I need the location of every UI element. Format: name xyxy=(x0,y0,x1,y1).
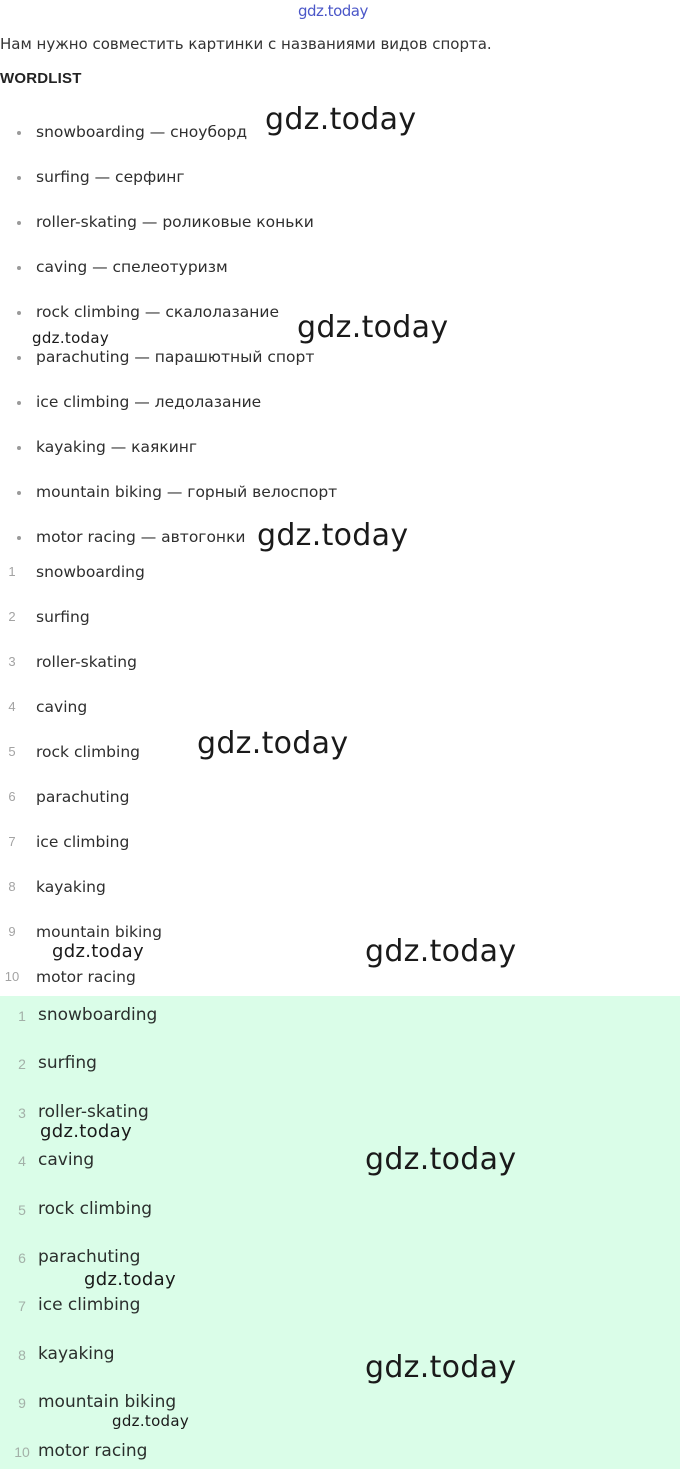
wordlist-heading: WORDLIST xyxy=(0,70,82,87)
list-item xyxy=(0,157,680,202)
item-number: 4 xyxy=(8,699,16,714)
item-number: 6 xyxy=(18,1249,26,1266)
item-text: motor racing xyxy=(38,1440,148,1461)
bullet-icon xyxy=(17,491,21,495)
list-item xyxy=(0,867,680,912)
item-text: surfing xyxy=(38,1053,97,1074)
bullet-icon xyxy=(17,446,21,450)
item-number: 1 xyxy=(8,564,16,579)
item-text: rock climbing xyxy=(36,743,140,761)
item-number: 3 xyxy=(8,654,16,669)
item-number: 9 xyxy=(18,1395,26,1412)
wordlist-entry: mountain biking — горный велоспорт xyxy=(36,483,338,501)
item-text: snowboarding xyxy=(38,1005,158,1025)
wordlist-entry: kayaking — каякинг xyxy=(36,438,198,456)
item-number: 1 xyxy=(18,1008,26,1024)
wordlist-entry: caving — спелеотуризм xyxy=(36,258,228,276)
wordlist-entry: roller-skating — роликовые коньки xyxy=(36,213,314,231)
list-item xyxy=(0,996,680,1044)
list-item xyxy=(0,552,680,597)
item-number: 10 xyxy=(4,969,20,984)
bullet-icon xyxy=(17,356,21,360)
list-item xyxy=(0,427,680,472)
item-text: kayaking xyxy=(38,1343,115,1364)
bullet-icon xyxy=(17,131,21,135)
list-item xyxy=(0,472,680,517)
item-text: parachuting xyxy=(36,788,130,806)
wordlist-entry: snowboarding — сноуборд xyxy=(36,123,248,141)
item-text: roller-skating xyxy=(36,653,137,671)
watermark: gdz.today xyxy=(365,1142,517,1177)
list-item xyxy=(0,1383,680,1431)
item-number: 7 xyxy=(18,1298,26,1315)
list-item xyxy=(0,1141,680,1189)
item-text: roller-skating xyxy=(38,1101,149,1122)
list-item xyxy=(0,642,680,687)
list-item xyxy=(0,777,680,822)
item-number: 7 xyxy=(8,834,16,849)
list-item xyxy=(0,1190,680,1238)
answer-list xyxy=(0,996,680,1480)
answer-panel xyxy=(0,996,680,1469)
list-item xyxy=(0,822,680,867)
item-text: ice climbing xyxy=(38,1295,141,1316)
item-number: 2 xyxy=(8,609,16,624)
watermark: gdz.today xyxy=(365,1350,517,1385)
list-item xyxy=(0,202,680,247)
watermark: gdz.today xyxy=(257,518,409,553)
item-number: 6 xyxy=(8,789,16,804)
item-text: surfing xyxy=(36,608,90,626)
watermark: gdz.today xyxy=(40,1121,132,1142)
watermark: gdz.today xyxy=(32,329,110,347)
item-text: mountain biking xyxy=(38,1392,177,1413)
item-text: kayaking xyxy=(36,878,106,896)
list-item xyxy=(0,1335,680,1383)
item-number: 4 xyxy=(18,1153,26,1170)
item-number: 10 xyxy=(14,1443,30,1460)
numbered-list xyxy=(0,552,680,1002)
item-text: motor racing xyxy=(36,968,136,986)
list-item xyxy=(0,1044,680,1092)
list-item xyxy=(0,382,680,427)
item-text: caving xyxy=(36,698,88,716)
task-intro: Нам нужно совместить картинки с названиями видов спорта. xyxy=(0,35,492,53)
item-number: 5 xyxy=(8,744,16,759)
item-text: caving xyxy=(38,1150,95,1171)
watermark: gdz.today xyxy=(112,1412,190,1430)
item-text: ice climbing xyxy=(36,833,130,851)
item-number: 9 xyxy=(8,924,16,939)
wordlist-entry: parachuting — парашютный спорт xyxy=(36,348,315,366)
bullet-icon xyxy=(17,401,21,405)
item-text: parachuting xyxy=(38,1246,141,1267)
item-text: snowboarding xyxy=(36,563,145,581)
list-item xyxy=(0,1286,680,1334)
bullet-icon xyxy=(17,176,21,180)
wordlist-entry: rock climbing — скалолазание xyxy=(36,303,279,321)
wordlist-entry: ice climbing — ледолазание xyxy=(36,393,262,411)
watermark: gdz.today xyxy=(52,941,144,962)
wordlist-entry: motor racing — автогонки xyxy=(36,528,246,546)
item-text: rock climbing xyxy=(38,1198,153,1219)
watermark: gdz.today xyxy=(365,934,517,969)
bullet-icon xyxy=(17,221,21,225)
watermark: gdz.today xyxy=(197,726,349,761)
list-item xyxy=(0,597,680,642)
list-item xyxy=(0,1432,680,1480)
site-logo[interactable]: gdz.today xyxy=(298,2,368,20)
item-number: 8 xyxy=(18,1346,26,1363)
watermark: gdz.today xyxy=(84,1269,176,1290)
item-number: 2 xyxy=(18,1056,26,1073)
list-item xyxy=(0,247,680,292)
item-text: mountain biking xyxy=(36,923,162,941)
bullet-icon xyxy=(17,311,21,315)
bullet-icon xyxy=(17,266,21,270)
bullet-icon xyxy=(17,536,21,540)
item-number: 8 xyxy=(8,879,16,894)
wordlist-entry: surfing — серфинг xyxy=(36,168,185,186)
item-number: 3 xyxy=(18,1104,26,1121)
watermark: gdz.today xyxy=(265,102,417,137)
watermark: gdz.today xyxy=(297,310,449,345)
item-number: 5 xyxy=(18,1201,26,1218)
